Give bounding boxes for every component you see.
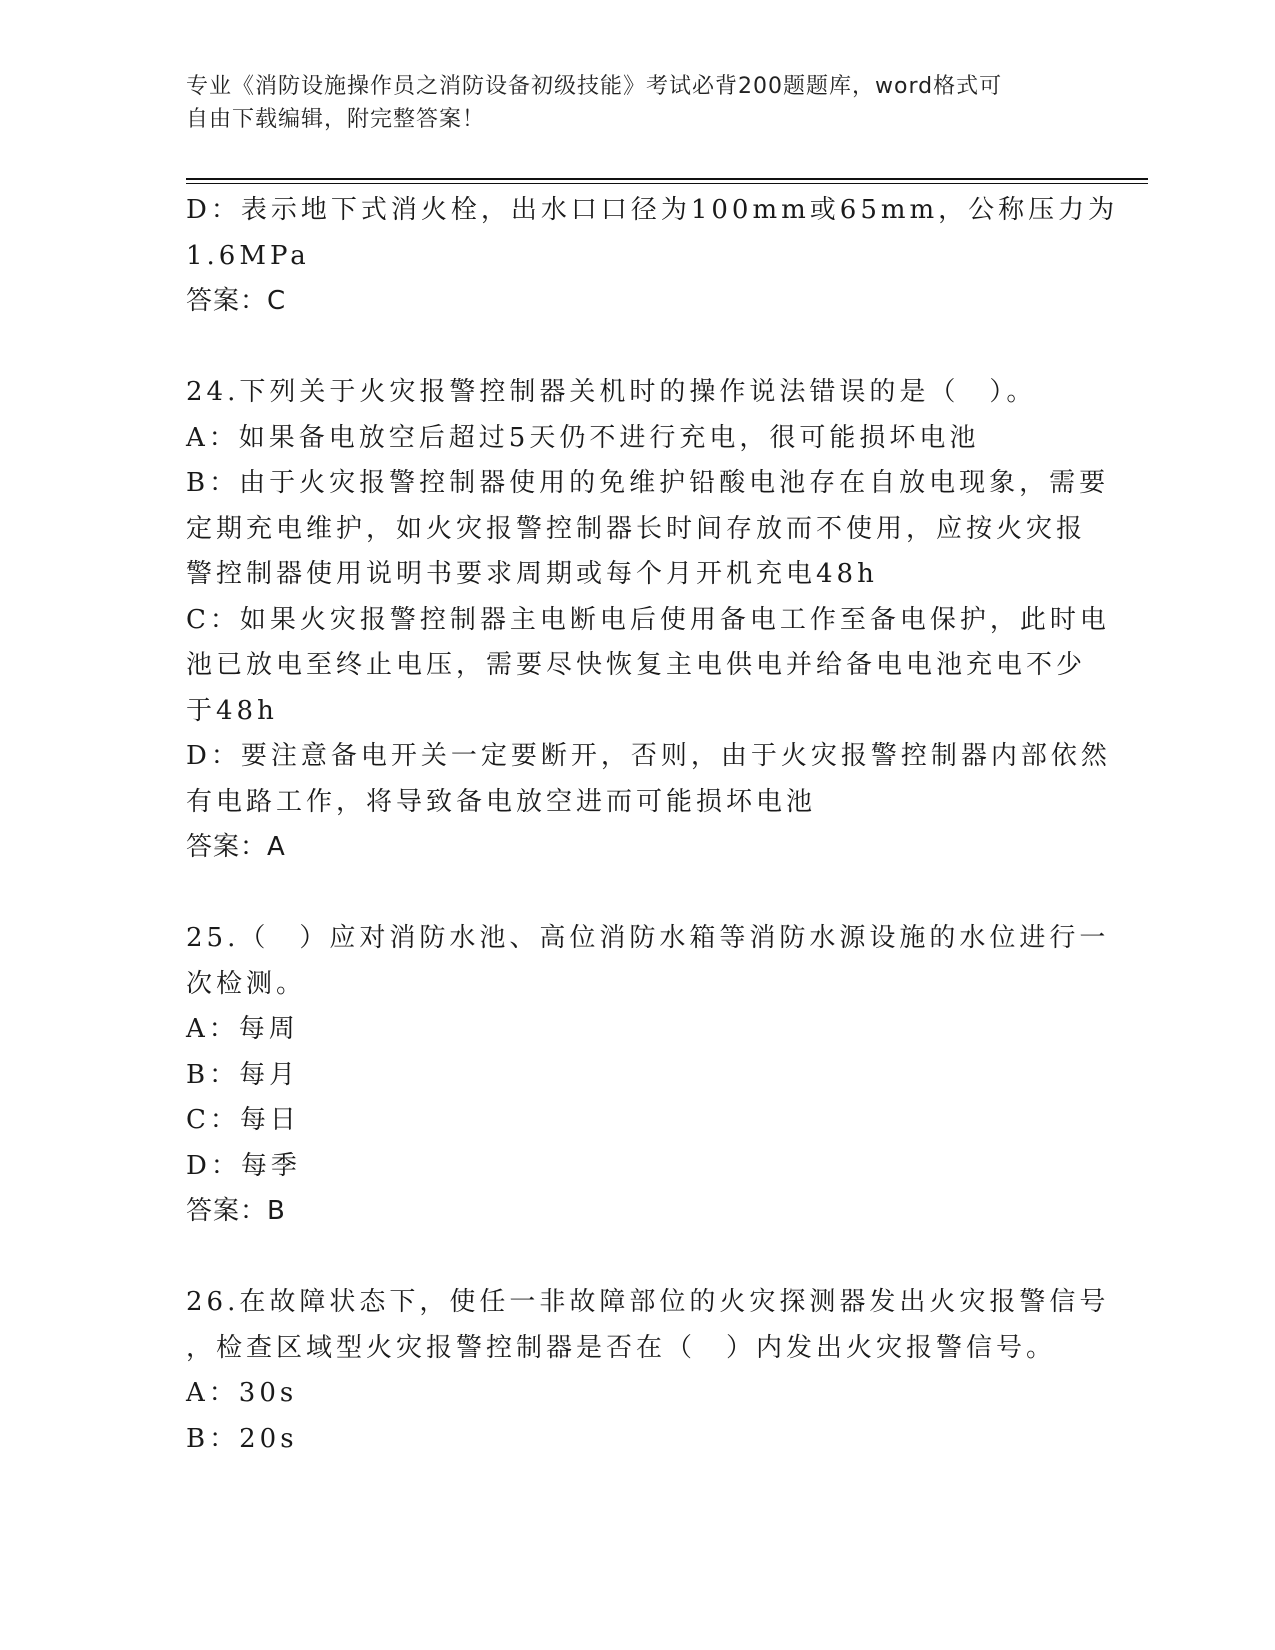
spacer [186, 1235, 1086, 1281]
question-stem: 24.下列关于火灾报警控制器关机时的操作说法错误的是（ ）。 [186, 377, 1037, 407]
question-stem-continued: 次检测。 [186, 968, 307, 999]
question-23-tail [186, 188, 1119, 325]
option-c-continued: 于48h [186, 695, 278, 726]
option-a: A：每周 [186, 1014, 299, 1044]
option-d: D：要注意备电开关一定要断开，否则，由于火灾报警控制器内部依然 [186, 741, 1111, 771]
question-stem-continued: ，检查区域型火灾报警控制器是否在（ ）内发出火灾报警信号。 [186, 1332, 1057, 1363]
option-b-continued: 定期充电维护，如火灾报警控制器长时间存放而不使用，应按火灾报 [186, 513, 1087, 544]
answer: 答案：A [186, 832, 286, 862]
option-b: B：由于火灾报警控制器使用的免维护铅酸电池存在自放电现象，需要 [186, 468, 1110, 498]
document-body [186, 188, 1119, 1462]
option-d-continued: 有电路工作，将导致备电放空进而可能损坏电池 [186, 786, 817, 817]
answer: 答案：B [186, 1196, 286, 1226]
option-b: B：20s [186, 1423, 298, 1454]
option-d: D：表示地下式消火栓，出水口口径为100mm或65mm，公称压力为 [186, 195, 1119, 225]
spacer [186, 325, 1086, 371]
question-stem: 25.（ ）应对消防水池、高位消防水箱等消防水源设施的水位进行一 [186, 923, 1110, 953]
option-b-continued: 警控制器使用说明书要求周期或每个月开机充电48h [186, 559, 878, 589]
header-line-1: 专业《消防设施操作员之消防设备初级技能》考试必背200题题库，word格式可 [186, 74, 1003, 99]
question-stem: 26.在故障状态下，使任一非故障部位的火灾探测器发出火灾报警信号 [186, 1287, 1110, 1317]
option-c: C：每日 [186, 1105, 300, 1135]
question-26 [186, 1280, 1110, 1462]
spacer [186, 871, 1086, 917]
option-c-continued: 池已放电至终止电压，需要尽快恢复主电供电并给备电电池充电不少 [186, 650, 1087, 680]
option-b: B：每月 [186, 1059, 300, 1090]
option-d: D：每季 [186, 1150, 301, 1181]
header-line-2: 自由下载编辑，附完整答案！ [186, 107, 486, 132]
answer: 答案：C [186, 286, 287, 316]
question-24 [186, 370, 1111, 871]
header-divider [186, 178, 1148, 184]
option-d-continued: 1.6MPa [186, 240, 310, 271]
page-header [186, 70, 1086, 136]
question-25 [186, 916, 1110, 1235]
option-a: A：30s [186, 1378, 298, 1408]
option-a: A：如果备电放空后超过5天仍不进行充电，很可能损坏电池 [186, 422, 980, 453]
option-c: C：如果火灾报警控制器主电断电后使用备电工作至备电保护，此时电 [186, 604, 1110, 635]
